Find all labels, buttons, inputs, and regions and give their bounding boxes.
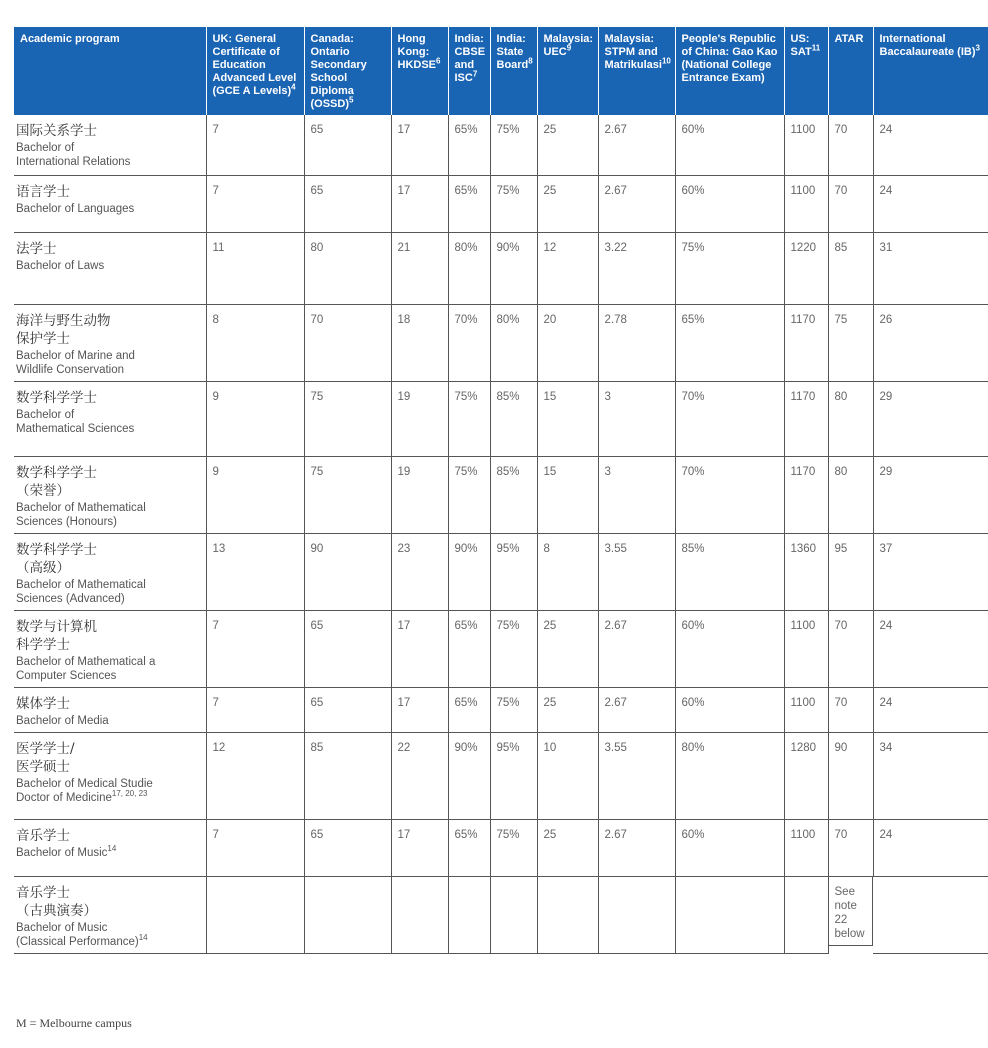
score-cell: 1100	[784, 819, 828, 876]
table-body	[14, 115, 988, 953]
program-name-english: Mathematical Sciences	[16, 422, 135, 435]
score-cell: 65%	[675, 304, 784, 381]
score-cell: 2.67	[598, 819, 675, 876]
program-name-english: Bachelor of Mathematical a	[16, 655, 156, 668]
score-cell: See note 22 below	[829, 877, 874, 946]
score-cell: 2.67	[598, 687, 675, 732]
program-name-cell	[14, 232, 206, 304]
program-name-english: Bachelor of Mathematical	[16, 578, 146, 591]
table-row	[14, 876, 988, 953]
score-cell: 20	[537, 304, 598, 381]
score-cell: 70	[304, 304, 391, 381]
score-cell: 1100	[784, 115, 828, 175]
score-cell: 7	[206, 610, 304, 687]
score-cell	[598, 876, 675, 953]
score-cell: 70	[828, 687, 873, 732]
program-name-english: Bachelor of Mathematical	[16, 501, 146, 514]
column-header-hong-kong-hkdse: Hong Kong: HKDSE$^6$	[391, 27, 448, 115]
program-name-english: Bachelor of Medical Studie	[16, 777, 153, 790]
table-row	[14, 687, 988, 732]
score-cell: 17	[391, 687, 448, 732]
score-cell: 34	[873, 732, 988, 819]
program-name-english: Doctor of Medicine$^{17, 20, 23}$	[16, 788, 148, 804]
score-cell: 1100	[784, 175, 828, 232]
program-name-chinese: 科学学士	[16, 636, 70, 653]
score-cell: 3.55	[598, 533, 675, 610]
score-cell: 70	[828, 610, 873, 687]
program-name-chinese: 数学科学学士	[16, 389, 97, 406]
score-cell: 80	[304, 232, 391, 304]
score-cell: 75%	[490, 175, 537, 232]
column-header-uk-gce: UK: General Certificate of Education Advanced Level (GCE A Levels)$^4$	[206, 27, 304, 115]
column-header-malaysia-stpm: Malaysia: STPM and Matrikulasi$^{10}$	[598, 27, 675, 115]
score-cell	[675, 876, 784, 953]
score-cell: 29	[873, 456, 988, 533]
program-name-cell	[14, 304, 206, 381]
score-cell: 11	[206, 232, 304, 304]
column-header-canada-ossd: Canada: Ontario Secondary School Diploma (OSSD)$^5$	[304, 27, 391, 115]
score-cell: 9	[206, 381, 304, 456]
program-name-english: Bachelor of Media	[16, 714, 109, 727]
program-name-cell	[14, 175, 206, 232]
score-cell: 12	[206, 732, 304, 819]
program-name-english: Computer Sciences	[16, 669, 117, 682]
column-header-china-gaokao: People's Republic of China: Gao Kao (National College Entrance Exam)	[675, 27, 784, 115]
score-cell: 3	[598, 456, 675, 533]
score-cell: 7	[206, 687, 304, 732]
score-cell: 65	[304, 175, 391, 232]
program-name-english: Bachelor of Music	[16, 921, 108, 934]
score-cell: 3.55	[598, 732, 675, 819]
program-name-english: Bachelor of Languages	[16, 202, 135, 215]
score-cell	[206, 876, 304, 953]
score-cell: 60%	[675, 115, 784, 175]
program-name-english: (Classical Performance)$^{14}$	[16, 932, 148, 948]
program-name-english: International Relations	[16, 156, 131, 168]
program-name-chinese: 数学科学学士	[16, 541, 97, 558]
score-cell	[448, 876, 490, 953]
score-cell: 37	[873, 533, 988, 610]
score-cell: 1100	[784, 610, 828, 687]
score-cell: 65	[304, 115, 391, 175]
table-row	[14, 115, 988, 175]
score-cell: 8	[537, 533, 598, 610]
score-cell: 85	[828, 232, 873, 304]
program-name-english: Sciences (Honours)	[16, 515, 117, 528]
program-name-cell	[14, 381, 206, 456]
program-name-english: Bachelor of Music$^{14}$	[16, 843, 117, 859]
score-cell: 29	[873, 381, 988, 456]
program-name-cell	[14, 115, 206, 175]
score-cell: 24	[873, 175, 988, 232]
score-cell: 90%	[448, 732, 490, 819]
score-cell: 65%	[448, 819, 490, 876]
score-cell: 90	[304, 533, 391, 610]
table-row	[14, 610, 988, 687]
score-cell: 90	[828, 732, 873, 819]
score-cell: 75%	[448, 456, 490, 533]
score-cell: 90%	[448, 533, 490, 610]
table-row	[14, 381, 988, 456]
score-cell: 80%	[490, 304, 537, 381]
score-cell: 95%	[490, 732, 537, 819]
score-cell: 65%	[448, 610, 490, 687]
score-cell: 85%	[675, 533, 784, 610]
score-cell: 60%	[675, 819, 784, 876]
score-cell: 26	[873, 304, 988, 381]
score-cell: 18	[391, 304, 448, 381]
score-cell: 12	[537, 232, 598, 304]
score-cell	[537, 876, 598, 953]
score-cell: 25	[537, 819, 598, 876]
program-name-cell	[14, 533, 206, 610]
score-cell: 70	[828, 175, 873, 232]
program-name-chinese: （高级）	[16, 559, 70, 576]
score-cell: 31	[873, 232, 988, 304]
column-header-india-state-board: India: State Board$^8$	[490, 27, 537, 115]
score-cell	[391, 876, 448, 953]
score-cell: 7	[206, 175, 304, 232]
program-name-cell	[14, 819, 206, 876]
program-name-english: Bachelor of	[16, 142, 75, 154]
score-cell: 9	[206, 456, 304, 533]
footnote-reference: 14	[107, 843, 117, 853]
program-name-chinese: 海洋与野生动物	[16, 312, 111, 329]
program-name-chinese: 医学硕士	[16, 758, 70, 775]
score-cell: 10	[537, 732, 598, 819]
score-cell: 65	[304, 610, 391, 687]
score-cell: 60%	[675, 175, 784, 232]
score-cell: 70	[828, 819, 873, 876]
program-name-chinese: 音乐学士	[16, 827, 70, 844]
score-cell: 65	[304, 687, 391, 732]
table-row	[14, 732, 988, 819]
program-name-chinese: 数学科学学士	[16, 464, 97, 481]
score-cell: 65%	[448, 687, 490, 732]
score-cell: 1170	[784, 304, 828, 381]
column-header-ib: International Baccalaureate (IB)$^3$	[873, 27, 988, 115]
score-cell: 80	[828, 456, 873, 533]
footnote-reference: 17, 20, 23	[111, 788, 148, 798]
score-cell: 85%	[490, 456, 537, 533]
score-cell: 21	[391, 232, 448, 304]
program-name-cell	[14, 456, 206, 533]
score-cell: 1170	[784, 381, 828, 456]
score-cell: 75%	[675, 232, 784, 304]
table-header-row	[14, 27, 988, 115]
score-cell: 2.67	[598, 610, 675, 687]
campus-legend: M = Melbourne campus	[16, 1016, 132, 1030]
score-cell	[873, 876, 988, 953]
score-cell: 60%	[675, 687, 784, 732]
score-cell: 75	[828, 304, 873, 381]
score-cell: 17	[391, 175, 448, 232]
program-name-chinese: 国际关系学士	[16, 123, 97, 139]
program-name-chinese: 语言学士	[16, 183, 70, 200]
score-cell: 15	[537, 381, 598, 456]
footnote-reference: 14	[138, 932, 148, 942]
score-cell: 70%	[675, 456, 784, 533]
program-name-english: Bachelor of Marine and	[16, 349, 135, 362]
column-header-india-cbse-isc: India: CBSE and ISC$^7$	[448, 27, 490, 115]
score-cell: 2.78	[598, 304, 675, 381]
score-cell: 17	[391, 115, 448, 175]
program-name-chinese: （荣誉）	[16, 482, 70, 499]
program-name-chinese: 保护学士	[16, 330, 70, 347]
score-cell: 70%	[675, 381, 784, 456]
column-header-malaysia-uec: Malaysia: UEC$^9$	[537, 27, 598, 115]
score-cell: 75	[304, 456, 391, 533]
score-cell: 2.67	[598, 175, 675, 232]
score-cell: 1280	[784, 732, 828, 819]
score-cell: 17	[391, 819, 448, 876]
score-cell: 90%	[490, 232, 537, 304]
score-cell: 80%	[448, 232, 490, 304]
column-header-atar: ATAR	[828, 27, 873, 115]
score-cell: 75%	[490, 687, 537, 732]
program-name-english: Bachelor of	[16, 408, 75, 421]
score-cell: 3	[598, 381, 675, 456]
score-cell: 80%	[675, 732, 784, 819]
program-name-english: Bachelor of Laws	[16, 259, 105, 272]
score-cell: 25	[537, 175, 598, 232]
admission-requirements-table	[14, 27, 988, 954]
score-cell	[304, 876, 391, 953]
score-cell: 85	[304, 732, 391, 819]
score-cell: 1100	[784, 687, 828, 732]
score-cell: 1170	[784, 456, 828, 533]
score-cell: 7	[206, 819, 304, 876]
score-cell: 25	[537, 115, 598, 175]
score-cell: 75%	[490, 610, 537, 687]
score-cell: 24	[873, 819, 988, 876]
score-cell: 65%	[448, 175, 490, 232]
score-cell: 70	[828, 115, 873, 175]
score-cell: 19	[391, 381, 448, 456]
score-cell: 15	[537, 456, 598, 533]
score-cell: 25	[537, 687, 598, 732]
score-cell: 24	[873, 610, 988, 687]
program-name-cell	[14, 687, 206, 732]
program-name-cell	[14, 610, 206, 687]
score-cell: 75%	[490, 819, 537, 876]
score-cell: 22	[391, 732, 448, 819]
table-row	[14, 533, 988, 610]
score-cell: 13	[206, 533, 304, 610]
score-cell: 2.67	[598, 115, 675, 175]
program-name-chinese: （古典演奏）	[16, 902, 97, 919]
program-name-cell	[14, 876, 206, 953]
program-name-chinese: 数学与计算机	[16, 618, 97, 635]
score-cell	[490, 876, 537, 953]
score-cell: 70%	[448, 304, 490, 381]
column-header-us-sat: US: SAT$^{11}$	[784, 27, 828, 115]
score-cell: 23	[391, 533, 448, 610]
table-row	[14, 175, 988, 232]
program-name-cell	[14, 732, 206, 819]
score-cell: 24	[873, 687, 988, 732]
score-cell: 75%	[448, 381, 490, 456]
score-cell: 3.22	[598, 232, 675, 304]
column-header-program: Academic program	[14, 27, 206, 115]
score-cell: 95	[828, 533, 873, 610]
program-name-chinese: 法学士	[16, 240, 57, 257]
program-name-chinese: 音乐学士	[16, 884, 70, 901]
program-name-english: Wildlife Conservation	[16, 363, 125, 376]
program-name-english: Sciences (Advanced)	[16, 592, 125, 605]
score-cell: 1360	[784, 533, 828, 610]
program-name-chinese: 媒体学士	[16, 695, 70, 712]
score-cell	[784, 876, 828, 953]
program-name-chinese: 医学学士/	[16, 740, 75, 757]
score-cell: 75	[304, 381, 391, 456]
score-cell: 60%	[675, 610, 784, 687]
score-cell: 17	[391, 610, 448, 687]
score-cell: 80	[828, 381, 873, 456]
table-row	[14, 819, 988, 876]
score-cell: 7	[206, 115, 304, 175]
score-cell: 65%	[448, 115, 490, 175]
score-cell: 65	[304, 819, 391, 876]
score-cell: 19	[391, 456, 448, 533]
score-cell: 75%	[490, 115, 537, 175]
score-cell: 25	[537, 610, 598, 687]
score-cell: 1220	[784, 232, 828, 304]
score-cell: 95%	[490, 533, 537, 610]
table-row	[14, 304, 988, 381]
score-cell: 85%	[490, 381, 537, 456]
score-cell: 24	[873, 115, 988, 175]
table-row	[14, 232, 988, 304]
table-row	[14, 456, 988, 533]
score-cell: 8	[206, 304, 304, 381]
